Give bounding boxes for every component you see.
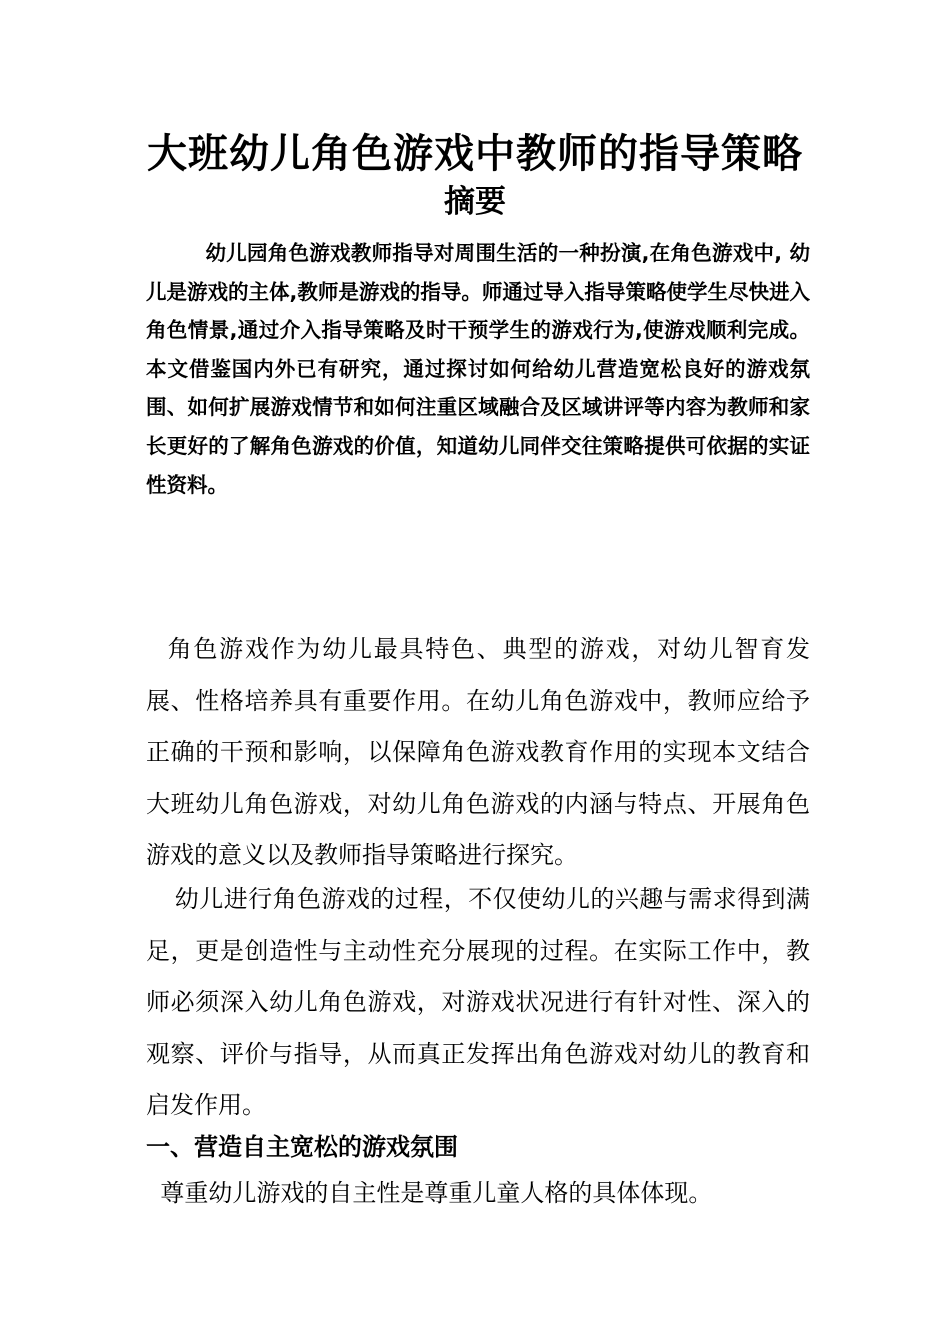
section-1-paragraph: 尊重幼儿游戏的自主性是尊重儿童人格的具体体现。 — [160, 1179, 713, 1207]
abstract-text: 幼儿园角色游戏教师指导对周围生活的一种扮演,在角色游戏中, 幼儿是游戏的主体,教师是游戏的指导。师通过导入指导策略使学生尽快进入角色情景,通过介入指导策略及时干预学生的游戏行为,使游戏顺利完成。本文借鉴国内外已有研究，通过探讨如何给幼儿营造宽松良好的游戏氛围、如何扩展游戏情节和如何注重区域融合及区域讲评等内容为教师和家长更好的了解角色游戏的价值，知道幼儿同伴交往策略提供可依据的实证性资料。 — [146, 241, 810, 497]
body-paragraph-1: 角色游戏作为幼儿最具特色、典型的游戏，对幼儿智育发展、性格培养具有重要作用。在幼儿角色游戏中，教师应给予正确的干预和影响，以保障角色游戏教育作用的实现本文结合大班幼儿角色游戏，对幼儿角色游戏的内涵与特点、开展角色游戏的意义以及教师指导策略进行探究。 — [146, 635, 810, 869]
abstract-heading: 摘要 — [444, 184, 506, 220]
body-paragraph-2: 幼儿进行角色游戏的过程，不仅使幼儿的兴趣与需求得到满足，更是创造性与主动性充分展现的过程。在实际工作中，教师必须深入幼儿角色游戏，对游戏状况进行有针对性、深入的观察、评价与指导，从而真正发挥出角色游戏对幼儿的教育和启发作用。 — [146, 885, 810, 1119]
document-title: 大班幼儿角色游戏中教师的指导策略 — [147, 131, 803, 177]
section-heading-1: 一、营造自主宽松的游戏氛围 — [146, 1133, 458, 1161]
